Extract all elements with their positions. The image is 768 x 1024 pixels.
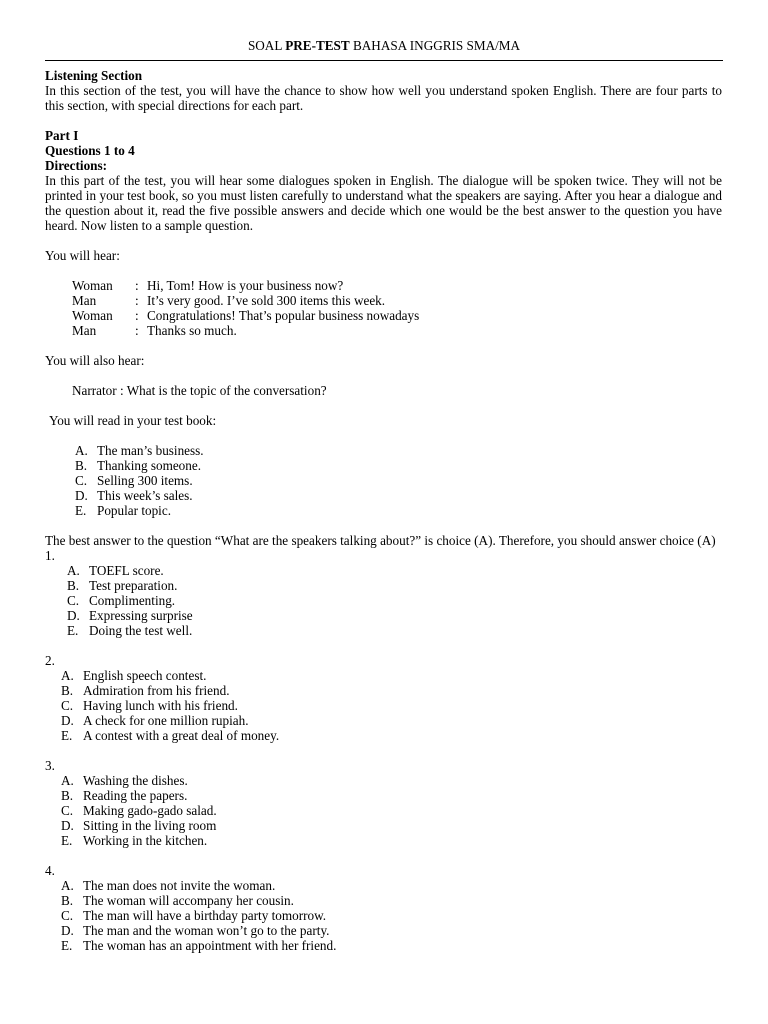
- answer-option: A. English speech contest.: [61, 668, 207, 683]
- dialogue-line: Man : Thanks so much.: [72, 323, 237, 338]
- sample-dialogue: [45, 278, 722, 338]
- document-body: [45, 68, 722, 953]
- dialogue-line: Man : It’s very good. I’ve sold 300 items this week.: [72, 293, 386, 308]
- answer-option: A. TOEFL score.: [67, 563, 164, 578]
- answer-option: A. Washing the dishes.: [61, 773, 188, 788]
- question-number: 2.: [45, 653, 55, 668]
- directions-label: Directions:: [45, 158, 108, 173]
- utterance: Congratulations! That’s popular business nowadays: [147, 308, 420, 323]
- answer-option: B. The woman will accompany her cousin.: [61, 893, 294, 908]
- answer-option: D. The man and the woman won’t go to the party.: [61, 923, 330, 938]
- question-number: 1.: [45, 548, 55, 563]
- narrator-label: Narrator: [72, 383, 117, 398]
- answer-option: D. This week’s sales.: [75, 488, 193, 503]
- answer-option: D. Expressing surprise: [67, 608, 193, 623]
- question-number: 4.: [45, 863, 55, 878]
- answer-option: C. The man will have a birthday party tomorrow.: [61, 908, 327, 923]
- answer-option: A. The man does not invite the woman.: [61, 878, 276, 893]
- directions-text: In this part of the test, you will hear some dialogues spoken in English. The dialogue will be spoken twice. They will not be printed in your test book, so you must listen carefully to understand what the speakers are saying. After you hear a dialogue and the question about it, read the five possible answers and decide which one would be the best answer to the question you have heard. Now listen to a sample question.: [45, 173, 722, 233]
- utterance: It’s very good. I’ve sold 300 items this week.: [147, 293, 386, 308]
- question-options: [45, 878, 722, 953]
- utterance: Hi, Tom! How is your business now?: [147, 278, 344, 293]
- dialogue-line: Woman : Congratulations! That’s popular business nowadays: [72, 308, 420, 323]
- narrator-line: [45, 383, 722, 398]
- header-bold: PRE-TEST: [285, 38, 350, 53]
- speaker: Woman: [72, 278, 113, 293]
- you-will-hear: You will hear:: [45, 248, 120, 263]
- answer-option: A. The man’s business.: [75, 443, 204, 458]
- answer-option: E. Doing the test well.: [67, 623, 193, 638]
- question-options: [45, 668, 722, 743]
- answer-option: B. Thanking someone.: [75, 458, 202, 473]
- speaker: Woman: [72, 308, 113, 323]
- page-header: [0, 37, 768, 55]
- questions-range: Questions 1 to 4: [45, 143, 135, 158]
- answer-option: B. Admiration from his friend.: [61, 683, 230, 698]
- answer-option: E. Working in the kitchen.: [61, 833, 208, 848]
- question-options: [45, 563, 722, 638]
- listening-intro: In this section of the test, you will have the chance to show how well you understand spoken English. There are four parts to this section, with special directions for each part.: [45, 83, 722, 113]
- answer-option: D. Sitting in the living room: [61, 818, 217, 833]
- answer-option: C. Selling 300 items.: [75, 473, 193, 488]
- answer-option: D. A check for one million rupiah.: [61, 713, 249, 728]
- speaker: Man: [72, 293, 97, 308]
- question-options: [45, 773, 722, 848]
- narrator-question: : What is the topic of the conversation?: [119, 383, 327, 398]
- speaker: Man: [72, 323, 97, 338]
- you-will-also-hear: You will also hear:: [45, 353, 145, 368]
- part-title: Part I: [45, 128, 79, 143]
- header-suffix: BAHASA INGGRIS SMA/MA: [349, 38, 521, 53]
- header-divider: [45, 60, 723, 61]
- answer-option: E. Popular topic.: [75, 503, 171, 518]
- answer-option: C. Having lunch with his friend.: [61, 698, 238, 713]
- answer-option: B. Test preparation.: [67, 578, 178, 593]
- answer-option: E. A contest with a great deal of money.: [61, 728, 280, 743]
- listening-title: Listening Section: [45, 68, 143, 83]
- answer-option: C. Complimenting.: [67, 593, 176, 608]
- answer-option: C. Making gado-gado salad.: [61, 803, 217, 818]
- you-will-read: You will read in your test book:: [49, 413, 217, 428]
- answer-option: E. The woman has an appointment with her friend.: [61, 938, 337, 953]
- header-prefix: SOAL: [247, 38, 286, 53]
- utterance: Thanks so much.: [147, 323, 237, 338]
- answer-option: B. Reading the papers.: [61, 788, 188, 803]
- sample-options: [45, 443, 722, 518]
- dialogue-line: Woman : Hi, Tom! How is your business now?: [72, 278, 344, 293]
- best-answer-note: The best answer to the question “What are the speakers talking about?” is choice (A). Therefore, you should answer choice (A): [45, 533, 716, 548]
- question-number: 3.: [45, 758, 55, 773]
